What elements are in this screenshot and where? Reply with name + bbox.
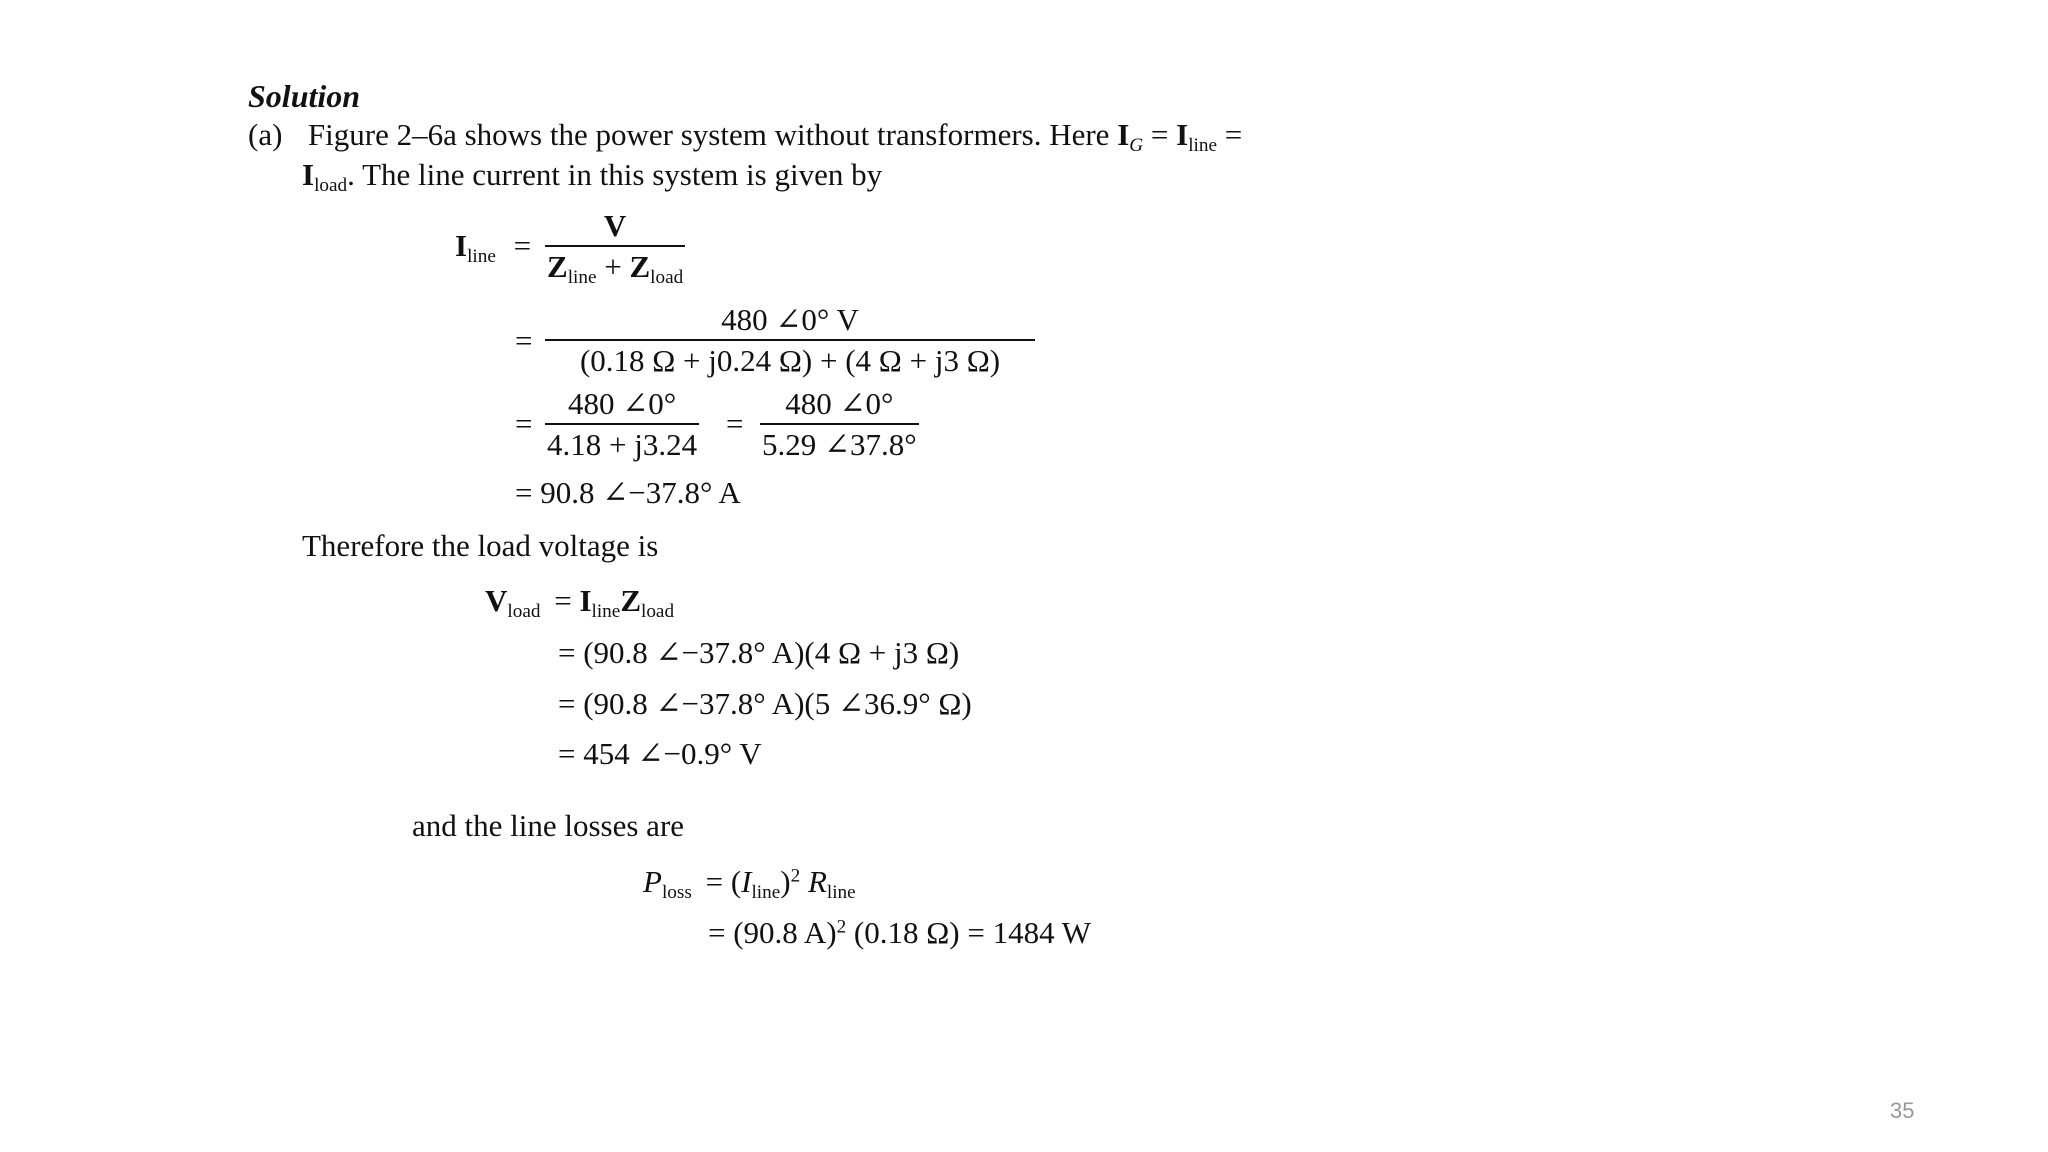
subscript-G: G [1129, 135, 1144, 157]
equals: = [554, 583, 572, 618]
equals-4: = [726, 406, 744, 441]
losses-step-1 [708, 917, 1091, 948]
voltage-intro: Therefore the load voltage is [302, 528, 659, 563]
fraction-480-over-impedances [545, 304, 1035, 376]
subscript-load: load [650, 267, 684, 289]
voltage-step-1: = (90.8 ∠−37.8° A)(4 Ω + j3 Ω) [558, 635, 960, 670]
numerator: 480 ∠0° [567, 386, 677, 421]
subscript-line: line [751, 882, 781, 904]
numerator: 480 ∠0° [785, 386, 894, 421]
symbol-Z: Z [629, 249, 651, 284]
denominator: (0.18 Ω + j0.24 Ω) + (4 Ω + j3 Ω) [579, 343, 1001, 378]
superscript-2: 2 [790, 865, 801, 887]
equals: = [1224, 117, 1243, 152]
symbol-I: I [741, 864, 752, 899]
subscript-loss: loss [661, 882, 692, 904]
equals: = [705, 864, 724, 899]
equals-3: = [515, 406, 533, 441]
symbol-I: I [579, 583, 592, 618]
subscript-load: load [507, 601, 541, 623]
intro-text: Figure 2–6a shows the power system without transformers. Here [307, 117, 1110, 152]
symbol-P: P [643, 864, 662, 899]
losses-step-text: = (90.8 A) [708, 915, 837, 950]
intro-line-1 [248, 119, 1242, 155]
plus: + [604, 249, 622, 284]
fraction-polar [760, 388, 919, 460]
subscript-line: line [1188, 135, 1218, 157]
current-result: = 90.8 ∠−37.8° A [515, 475, 741, 510]
losses-step-text-2: (0.18 Ω) = 1484 W [853, 915, 1092, 950]
v-load-lhs [485, 585, 674, 621]
denominator: 4.18 + j3.24 [547, 427, 698, 462]
equals: = [513, 228, 532, 263]
symbol-I: I [455, 228, 468, 263]
numerator: V [603, 208, 627, 243]
intro-text-2: . The line current in this system is given by [347, 157, 883, 192]
equals: = [1150, 117, 1169, 152]
fraction-v-over-z [545, 210, 685, 287]
symbol-R: R [807, 864, 827, 899]
superscript-2: 2 [836, 916, 847, 938]
symbol-I-G: I [1117, 117, 1130, 152]
denominator [545, 247, 685, 287]
symbol-Z: Z [547, 249, 568, 284]
p-loss-lhs: $P_{loss} = (I_{line})^2$ $R_{line}$ [643, 864, 856, 904]
intro-line-2 [302, 159, 882, 195]
subscript-load: load [314, 175, 348, 197]
losses-intro: and the line losses are [412, 808, 685, 843]
fraction-rect [545, 388, 699, 460]
symbol-I-line: I [1176, 117, 1189, 152]
denominator: 5.29 ∠37.8° [762, 427, 917, 462]
voltage-step-2: = (90.8 ∠−37.8° A)(5 ∠36.9° Ω) [558, 686, 972, 721]
part-label: (a) [248, 117, 283, 152]
symbol-Z: Z [620, 583, 641, 618]
subscript-line: line [826, 882, 856, 904]
i-line-lhs [455, 230, 531, 266]
symbol-V: V [485, 583, 508, 618]
equals-2: = [515, 323, 533, 358]
subscript-line: line [567, 267, 597, 289]
page-number: 35 [1890, 1098, 1915, 1123]
solution-heading: Solution [248, 78, 361, 114]
voltage-step-3: = 454 ∠−0.9° V [558, 736, 762, 771]
numerator: 480 ∠0° V [721, 302, 859, 337]
subscript-line: line [467, 246, 496, 268]
subscript-load: load [641, 601, 675, 623]
symbol-I-load: I [302, 157, 315, 192]
subscript-line: line [591, 601, 621, 623]
